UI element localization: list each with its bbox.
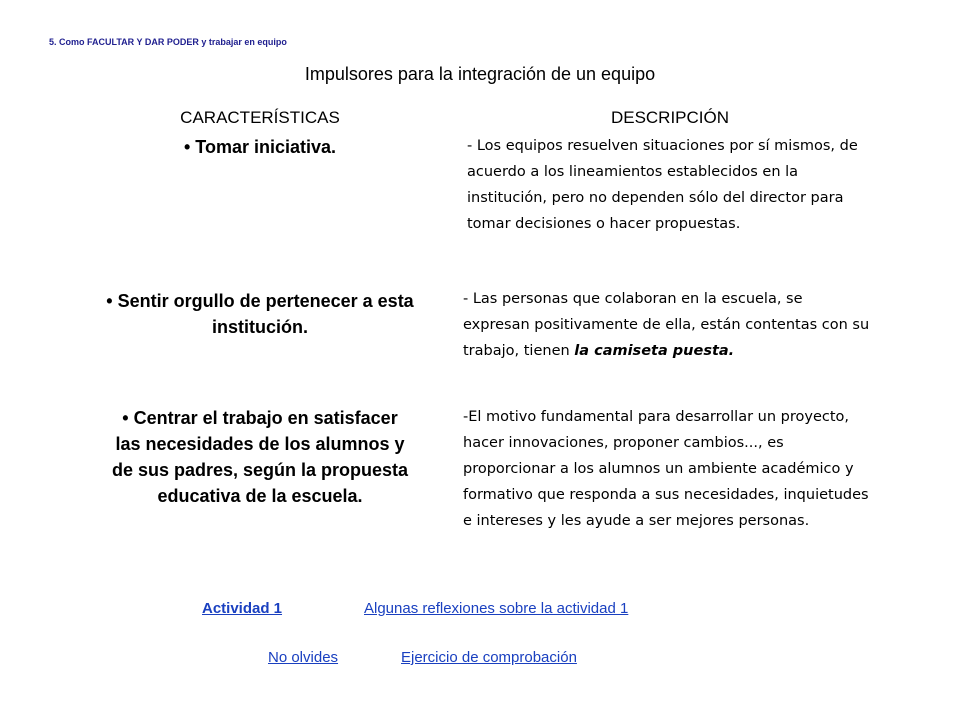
characteristic-1: • Tomar iniciativa. <box>183 137 336 157</box>
no-olvides-link[interactable]: No olvides <box>268 649 339 666</box>
characteristics-header: CARACTERÍSTICAS <box>180 108 340 127</box>
description-2-emphasis: la camiseta puesta. <box>574 343 735 359</box>
description-header: DESCRIPCIÓN <box>610 108 730 127</box>
characteristic-2: • Sentir orgullo de pertenecer a esta institución. <box>106 291 414 337</box>
reflections-link[interactable]: Algunas reflexiones sobre la actividad 1 <box>364 600 629 617</box>
description-2-text: - Las personas que colaboran en la escuela, se expresan positivamente de ella, están contentas con su trabajo, tienen <box>463 291 870 359</box>
description-3: -El motivo fundamental para desarrollar un proyecto, hacer innovaciones, proponer cambios..., es proporcionar a los alumnos un ambiente académico y formativo que responda a sus necesidades, inquietudes e intereses y les ayude a ser mejores personas. <box>463 409 869 529</box>
exercise-link[interactable]: Ejercicio de comprobación <box>401 649 577 666</box>
characteristic-3: • Centrar el trabajo en satisfacer las necesidades de los alumnos y de sus padres, según la propuesta educativa de la escuela. <box>111 408 409 506</box>
page-title: Impulsores para la integración de un equipo <box>304 64 656 84</box>
breadcrumb: 5. Como FACULTAR Y DAR PODER y trabajar en equipo <box>49 37 287 47</box>
description-2 <box>463 286 873 364</box>
activity-1-link[interactable]: Actividad 1 <box>202 600 283 617</box>
description-1: - Los equipos resuelven situaciones por sí mismos, de acuerdo a los lineamientos establecidos en la institución, pero no dependen sólo del director para tomar decisiones o hacer propuestas. <box>467 138 858 232</box>
